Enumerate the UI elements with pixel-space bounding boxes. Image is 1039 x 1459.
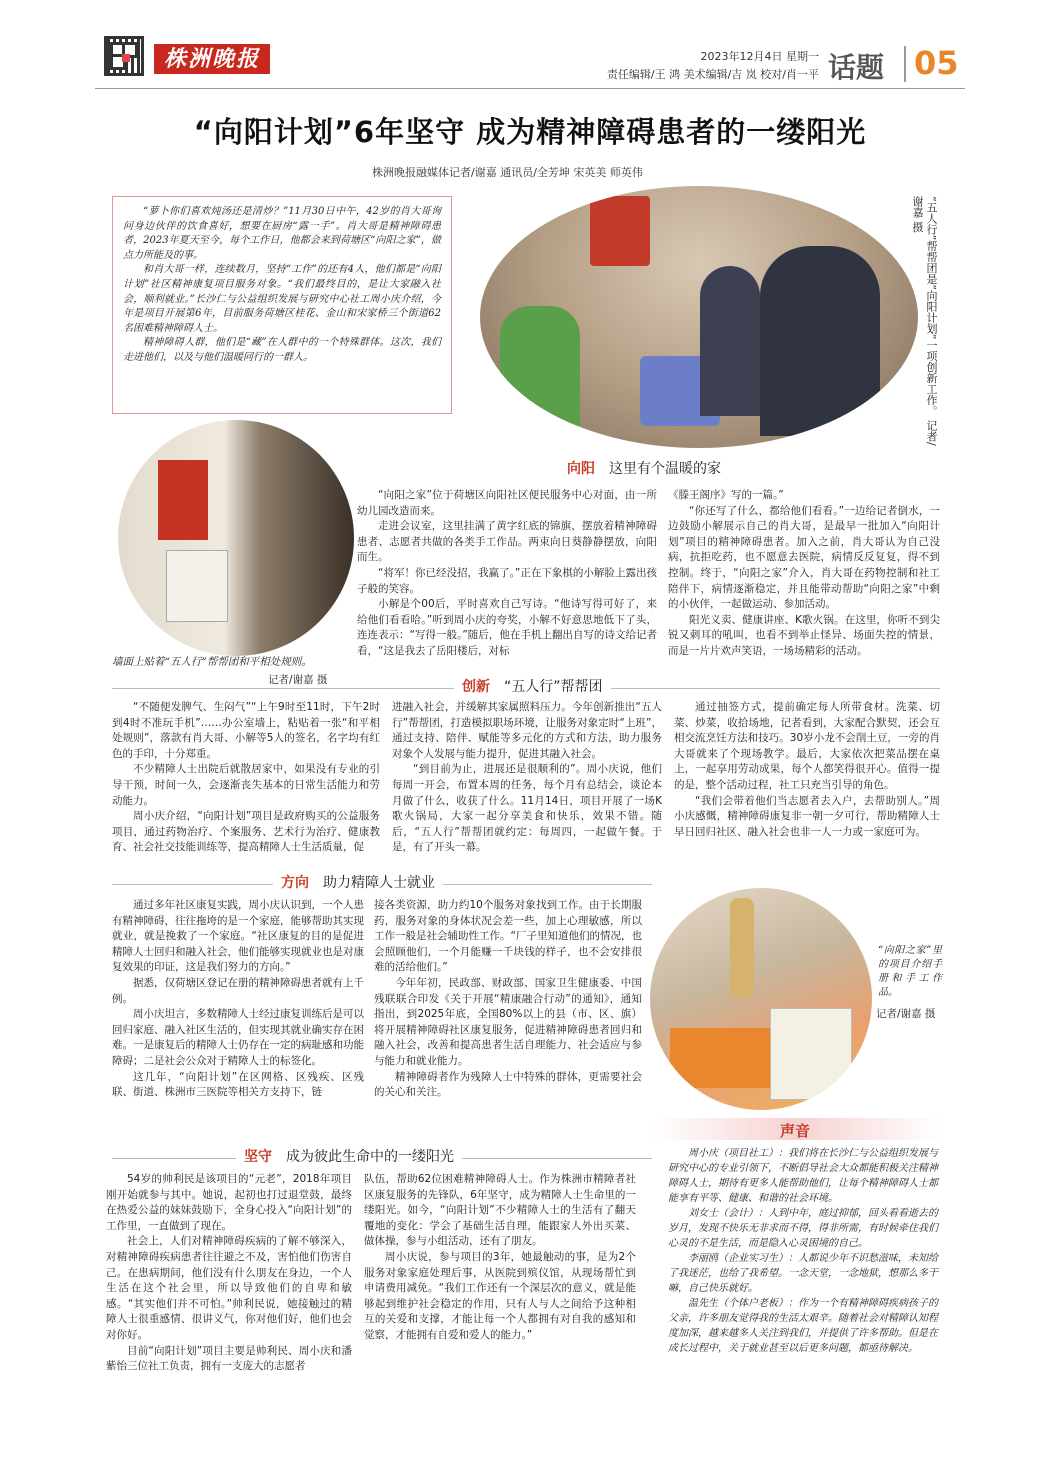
voice-item: 温先生（个体户老板）：作为一个有精神障碍疾病孩子的父亲，许多朋友觉得我的生活太艰辛。随着社会对精障认知程度加深，越来越多人关注到我们，并提供了许多帮助。但是在成长过程中，关于就业甚至以后更多问题，都亟待解决。 <box>668 1298 938 1354</box>
paragraph: 今年年初，民政部、财政部、国家卫生健康委、中国残联联合印发《关于开展“精康融合行动”的通知》，通知指出，到2025年底，全国80%以上的县（市、区、旗）将开展精神障碍社区康复服务，促进精神障碍患者回归和融入社会，改善和提高患者生活自理能力、社会适应与参与能力和就业能力。 <box>374 976 642 1067</box>
photo-caption: “向阳之家”里的项目介绍手册和手工作品。 <box>878 945 942 998</box>
paragraph: 通过多年社区康复实践，周小庆认识到，一个人患有精神障碍，往往拖垮的是一个家庭，能够帮助其实现就业，就是挽救了一个家庭。“社区康复的目的是促进精障人士回归和融入社会，他们能够实现就业也是对康复效果的印证，这是我们努力的方向。” <box>112 899 364 974</box>
paragraph: 这几年，“向阳计划”在区网格、区残疾、区残联、街道、株洲市三医院等相关方支持下，链 <box>112 1070 364 1099</box>
paragraph: “将军！你已经没招，我赢了。”正在下象棋的小解脸上露出孩子般的笑容。 <box>357 566 657 595</box>
page-number: 05 <box>914 44 959 82</box>
section-keyword: 创新 <box>462 679 490 695</box>
photo-caption-vertical: “五人行”帮帮团是“向阳计划”一项创新工作。 记者/谢嘉 摄 <box>911 196 938 446</box>
photo-workshop <box>480 186 918 448</box>
paragraph: 走进会议室，这里挂满了黄字红底的锦旗，摆放着精神障碍患者、志愿者共做的各类手工作品。两束向日葵静静摆放，向阳而生。 <box>357 520 657 564</box>
issue-date: 2023年12月4日 星期一 <box>700 50 819 63</box>
article-column <box>392 700 662 856</box>
photo-handicrafts <box>650 888 872 1110</box>
photo-credit: 记者/谢嘉 摄 <box>268 674 328 686</box>
paragraph: 进融入社会，并缓解其家属照料压力。今年创新推出“五人行”帮帮团，打造模拟职场环境，让服务对象定时“上班”，通过支持、陪伴、赋能等多元化的方式和方法，助力服务对象个人发展与能力提升，促进其融入社会。 <box>392 701 662 760</box>
paragraph: “向阳之家”位于荷塘区向阳社区便民服务中心对面，由一所幼儿园改造而来。 <box>357 489 657 517</box>
article-column <box>112 898 364 1101</box>
section-keyword: 坚守 <box>244 1149 272 1165</box>
intro-paragraph: 和肖大哥一样，连续数月，坚持“工作”的还有4人，他们都是“向阳计划”社区精神康复项目服务对象。“我们最终目的，是让大家融入社会，顺利就业。”长沙仁与公益组织发展与研究中心社工周小庆介绍，今年是项目开展第6年，目前服务荷塘区桂花、金山和宋家桥三个街道62名困难精神障碍人士。 <box>123 264 441 334</box>
masthead-logo: 株洲晚报 <box>154 44 270 74</box>
article-column <box>112 700 380 856</box>
intro-paragraph: 精神障碍人群，他们是“藏”在人群中的一个特殊群体。这次，我们走进他们，以及与他们温暖同行的一群人。 <box>123 337 441 363</box>
intro-paragraph: “萝卜你们喜欢炖汤还是清炒？”11月30日中午，42岁的肖大哥询问身边伙伴的饮食喜好，想要在厨房“露一手”。肖大哥是精神障碍患者，2023年夏天至今，每个工作日，他都会来到荷塘区“向阳之家”，做点力所能及的事。 <box>123 206 441 261</box>
photo-credit: 记者/谢嘉 摄 <box>876 1008 936 1020</box>
article-column <box>364 1172 636 1344</box>
voices-list <box>668 1146 938 1356</box>
section-heading-chuangxin <box>454 676 611 696</box>
paragraph: 不少精障人士出院后就散居家中，如果没有专业的引导干预，时间一久，会逐渐丧失基本的日常生活能力和劳动能力。 <box>112 763 380 807</box>
paragraph: 社会上，人们对精神障碍疾病的了解不够深入，对精神障碍疾病患者往往避之不及，害怕他们伤害自己。在患病期间，他们没有什么朋友在身边，一个人生活在这个社会里，所以导致他们的自卑和敏感。“其实他们并不可怕。”帅利民说，她接触过的精障人士很重感情、很讲义气，你对他们好，他们也会对你好。 <box>106 1235 352 1341</box>
paragraph: 阳光义卖、健康讲座、K歌火锅。在这里，你听不到尖锐又刺耳的吼叫，也看不到举止怪异、场面失控的情景，而是一片片欢声笑语，一场场精彩的活动。 <box>668 613 940 657</box>
editors-line: 责任编辑/王 鸿 美术编辑/吉 岚 校对/肖一平 <box>606 68 819 81</box>
voices-title: 声音 <box>780 1122 811 1140</box>
qr-code <box>104 36 144 76</box>
article-column <box>374 898 642 1101</box>
voice-item: 李丽鸥（企业实习生）：人都说少年不识愁滋味，未知给了我迷茫，也给了我希望。一念天堂，一念地狱，想那么多干嘛，自己快乐就好。 <box>668 1253 938 1294</box>
paragraph: 周小庆介绍，“向阳计划”项目是政府购买的公益服务项目，通过药物治疗、个案服务、艺术行为治疗、健康教育、社会社交技能训练等，提高精障人士生活质量，促 <box>112 810 380 854</box>
section-subtitle: “五人行”帮帮团 <box>504 679 603 695</box>
section-heading-jianshou <box>236 1146 462 1166</box>
byline: 株洲晚报融媒体记者/谢嘉 通讯员/全芳坤 宋英美 师英伟 <box>372 166 643 179</box>
paragraph: 小解是个00后，平时喜欢自己写诗。“他诗写得可好了，来给他们看看哈。”听到周小庆的夸奖，小解不好意思地低下了头，连连表示：“写得一般。”随后，他在手机上翻出自写的诗文给记者看，“这是我去了岳阳楼后，对标 <box>357 598 657 657</box>
paragraph: “不随便发脾气、生闷气”“上午9时至11时，下午2时到4时不准玩手机”……办公室墙上，粘贴着一张“和平相处规则”，落款有肖大哥、小解等5人的签名，名字均有红色的手印，十分郑重。 <box>112 701 380 760</box>
paragraph: 54岁的帅利民是该项目的“元老”，2018年项目刚开始就参与其中。她说，起初也打过退堂鼓，最终在热爱公益的妹妹鼓励下，全身心投入“向阳计划”的工作里，一直做到了现在。 <box>106 1173 352 1232</box>
section-subtitle: 这里有个温暖的家 <box>609 461 721 477</box>
paragraph: 周小庆说，参与项目的3年，她最触动的事，是为2个服务对象家庭处理后事，从医院到殡仪馆，从现场帮忙到申请费用减免。“我们工作还有一个深层次的意义，就是能够起到维护社会稳定的作用，只有人与人之间给予这种相互的关爱和支撑，才能让每一个人都拥有对自我的感知和觉察，才能拥有自爱和爱人的能力。” <box>364 1250 636 1341</box>
header-rule <box>95 88 965 89</box>
paragraph: “你还写了什么，都给他们看看。”一边给记者倒水，一边鼓励小解展示自己的肖大哥，是最早一批加入“向阳计划”项目的精神障碍患者。加入之前，肖大哥认为自己没病，抗拒吃药，也不愿意去医院，病情反反复复，得不到控制。终于，“向阳之家”介入，肖大哥在药物控制和社工陪伴下，病情逐渐稳定，并且能带动帮助“向阳之家”中剩的小伙伴，一起做运动、参加活动。 <box>668 504 940 611</box>
section-keyword: 方向 <box>281 875 309 891</box>
article-column <box>357 488 657 660</box>
paragraph: 据悉，仅荷塘区登记在册的精神障碍患者就有上千例。 <box>112 976 364 1005</box>
paragraph: 通过抽签方式，提前确定每人所带食材。洗菜、切菜、炒菜，收拾场地，记者看到，大家配合默契，还会互相交流烹饪方法和技巧。30岁小龙不会削土豆，一旁的肖大哥就来了个现场教学。最后，大家依次把菜品摆在桌上，一起享用劳动成果，每个人都笑得很开心。值得一提的是，整个活动过程，社工只充当引导的角色。 <box>674 701 940 791</box>
headline: “向阳计划”6年坚守 成为精神障碍患者的一缕阳光 <box>193 115 867 149</box>
paragraph: 周小庆坦言，多数精障人士经过康复训练后是可以回归家庭、融入社区生活的，但实现其就业确实存在困难。一是康复后的精障人士仍存在一定的病耻感和功能障碍；二是社会公众对于精障人士的标签化。 <box>112 1008 364 1067</box>
voice-item: 周小庆（项目社工）：我们将在长沙仁与公益组织发展与研究中心的专业引领下，不断倡导社会大众都能积极关注精神障碍人士，期待有更多人能帮助他们，让每个精神障碍人士都能享有平等、健康、和谐的社会环境。 <box>668 1148 938 1204</box>
photo-caption: 墙面上贴着“五人行”帮帮团和平相处规则。 <box>112 656 312 668</box>
voice-item: 刘女士（会计）：人到中年，庭过抑郁，回头看看逝去的岁月，发现不快乐无非求而不得，得非所需，有时候牵住我们心灵的不是生活，而是隐入心灵困境的自己。 <box>668 1208 938 1249</box>
section-divider <box>904 46 906 82</box>
intro-box <box>112 196 452 414</box>
section-heading-xiangyang <box>567 458 721 478</box>
paragraph: 精神障碍者作为残障人士中特殊的群体，更需要社会的关心和关注。 <box>374 1070 642 1099</box>
article-column <box>668 488 940 660</box>
photo-rules-wall <box>118 420 354 656</box>
section-subtitle: 成为彼此生命中的一缕阳光 <box>286 1149 454 1165</box>
paragraph: 目前“向阳计划”项目主要是帅利民、周小庆和潘紫怡三位社工负责，拥有一支庞大的志愿者 <box>106 1344 352 1373</box>
paragraph: 队伍，帮助62位困难精神障碍人士。作为株洲市精障者社区康复服务的先锋队，6年坚守，成为精障人士生命里的一缕阳光。如今，“向阳计划”不少精障人士的生活有了翻天覆地的变化：学会了基础生活自理，能跟家人外出买菜、做体操，参与小组活动，还有了朋友。 <box>364 1173 636 1248</box>
section-name: 话题 <box>828 51 885 84</box>
section-subtitle: 助力精障人士就业 <box>323 875 435 891</box>
paragraph: “我们会带着他们当志愿者去入户，去帮助别人。”周小庆感慨，精神障碍康复非一朝一夕可行，帮助精障人士早日回归社区、融入社会也非一人一力或一家庭可为。 <box>674 794 940 838</box>
paragraph: 接各类资源，助力约10个服务对象找到工作。由于长期服药，服务对象的身体状况会差一些，加上心理敏感，所以工作一般是社会辅助性工作。“厂子里知道他们的情况，也会照顾他们，一个月能赚一千块钱的样子，也不会安排很难的活给他们。” <box>374 899 642 974</box>
paragraph: “到目前为止，进展还是很顺利的”。周小庆说，他们每周一开会，布置本周的任务，每个月有总结会，谈论本月做了什么，收获了什么。11月14日，项目开展了一场K歌火锅局，大家一起分享美食和快乐，效果不错。随后，“五人行”帮帮团就约定：每周四，一起做午餐。于是，有了开头一幕。 <box>392 763 662 854</box>
article-column <box>106 1172 352 1375</box>
section-heading-fangxiang <box>273 872 443 892</box>
article-column <box>674 700 940 840</box>
section-keyword: 向阳 <box>567 461 595 477</box>
paragraph: 《滕王阁序》写的一篇。” <box>668 489 784 501</box>
